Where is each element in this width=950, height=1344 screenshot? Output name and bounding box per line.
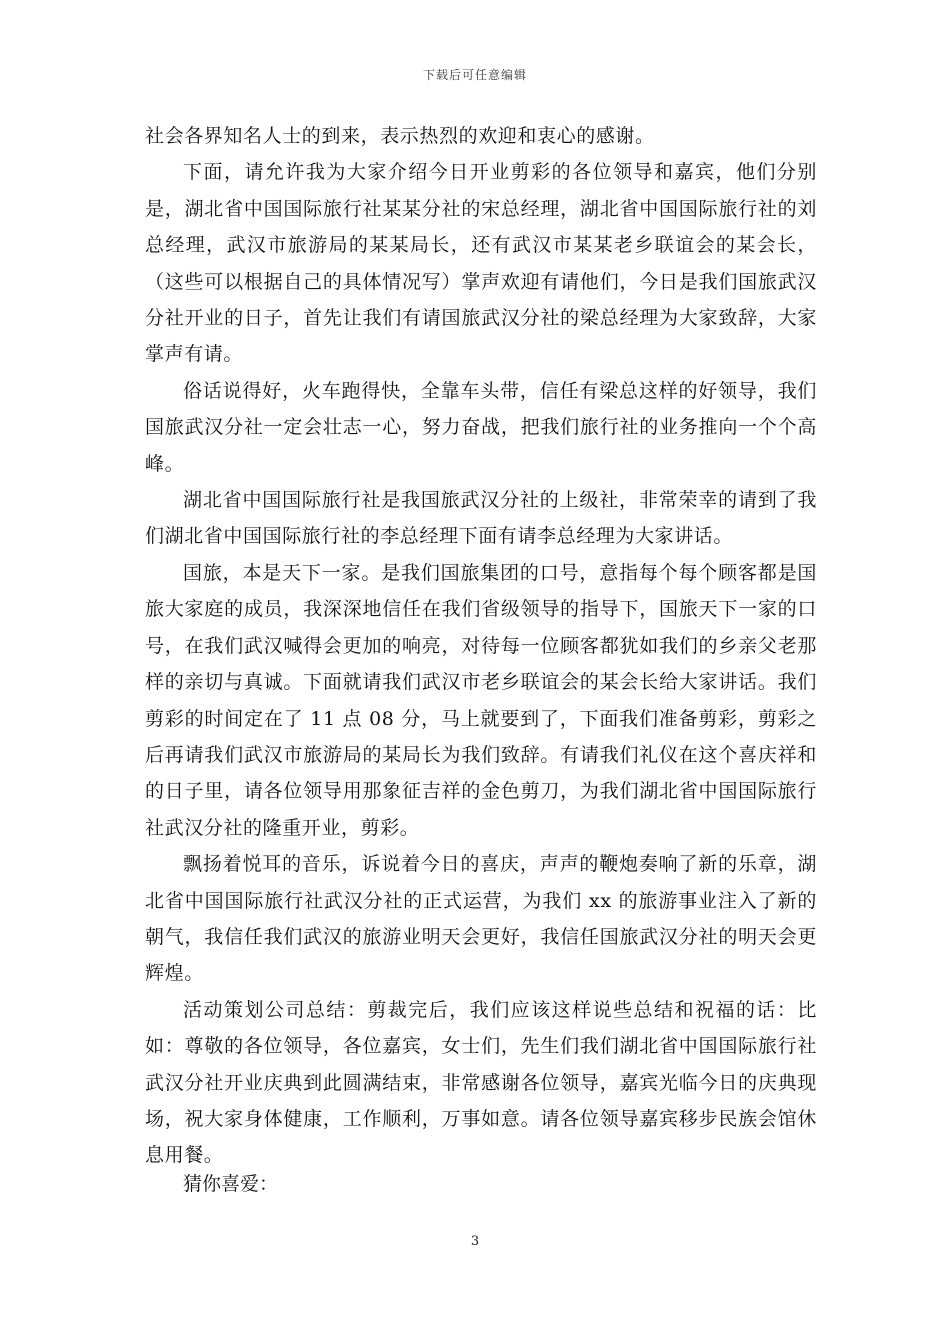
document-body (145, 118, 817, 1174)
paragraph-2: 下面，请允许我为大家介绍今日开业剪彩的各位领导和嘉宾，他们分别是，湖北省中国国际旅行社某某分社的宋总经理，湖北省中国国际旅行社的刘总经理，武汉市旅游局的某某局长，还有武汉市某某老乡联谊会的某会长，（这些可以根据自己的具体情况写）掌声欢迎有请他们，今日是我们国旅武汉分社开业的日子，首先让我们有请国旅武汉分社的梁总经理为大家致辞，大家掌声有请。 (145, 161, 817, 366)
paragraph-1: 社会各界知名人士的到来，表示热烈的欢迎和衷心的感谢。 (145, 125, 655, 147)
paragraph-6: 飘扬着悦耳的音乐，诉说着今日的喜庆，声声的鞭炮奏响了新的乐章，湖北省中国国际旅行社武汉分社的正式运营，为我们 xx 的旅游事业注入了新的朝气，我信任我们武汉的旅游业明天会更好，我信任国旅武汉分社的明天会更辉煌。 (145, 853, 817, 985)
page-header: 下载后可任意编辑 (422, 68, 527, 82)
paragraph-7: 活动策划公司总结：剪裁完后，我们应该这样说些总结和祝福的话：比如：尊敬的各位领导，各位嘉宾，女士们，先生们我们湖北省中国国际旅行社武汉分社开业庆典到此圆满结束，非常感谢各位领导，嘉宾光临今日的庆典现场，祝大家身体健康，工作顺利，万事如意。请各位领导嘉宾移步民族会馆休息用餐。 (145, 998, 817, 1167)
paragraph-5: 国旅，本是天下一家。是我们国旅集团的口号，意指每个每个顾客都是国旅大家庭的成员，我深深地信任在我们省级领导的指导下，国旅天下一家的口号，在我们武汉喊得会更加的响亮，对待每一位顾客都犹如我们的乡亲父老那样的亲切与真诚。下面就请我们武汉市老乡联谊会的某会长给大家讲话。我们剪彩的时间定在了 11 点 08 分，马上就要到了，下面我们准备剪彩，剪彩之后再请我们武汉市旅游局的某局长为我们致辞。有请我们礼仪在这个喜庆祥和的日子里，请各位领导用那象征吉祥的金色剪刀，为我们湖北省中国国际旅行社武汉分社的隆重开业，剪彩。 (145, 561, 817, 839)
related-heading: 猜你喜爱： (183, 1173, 279, 1195)
page-number: 3 (470, 1234, 480, 1249)
paragraph-4: 湖北省中国国际旅行社是我国旅武汉分社的上级社，非常荣幸的请到了我们湖北省中国国际旅行社的李总经理下面有请李总经理为大家讲话。 (145, 489, 817, 548)
paragraph-3: 俗话说得好，火车跑得快，全靠车头带，信任有梁总这样的好领导，我们国旅武汉分社一定会壮志一心，努力奋战，把我们旅行社的业务推向一个个高峰。 (145, 379, 817, 475)
